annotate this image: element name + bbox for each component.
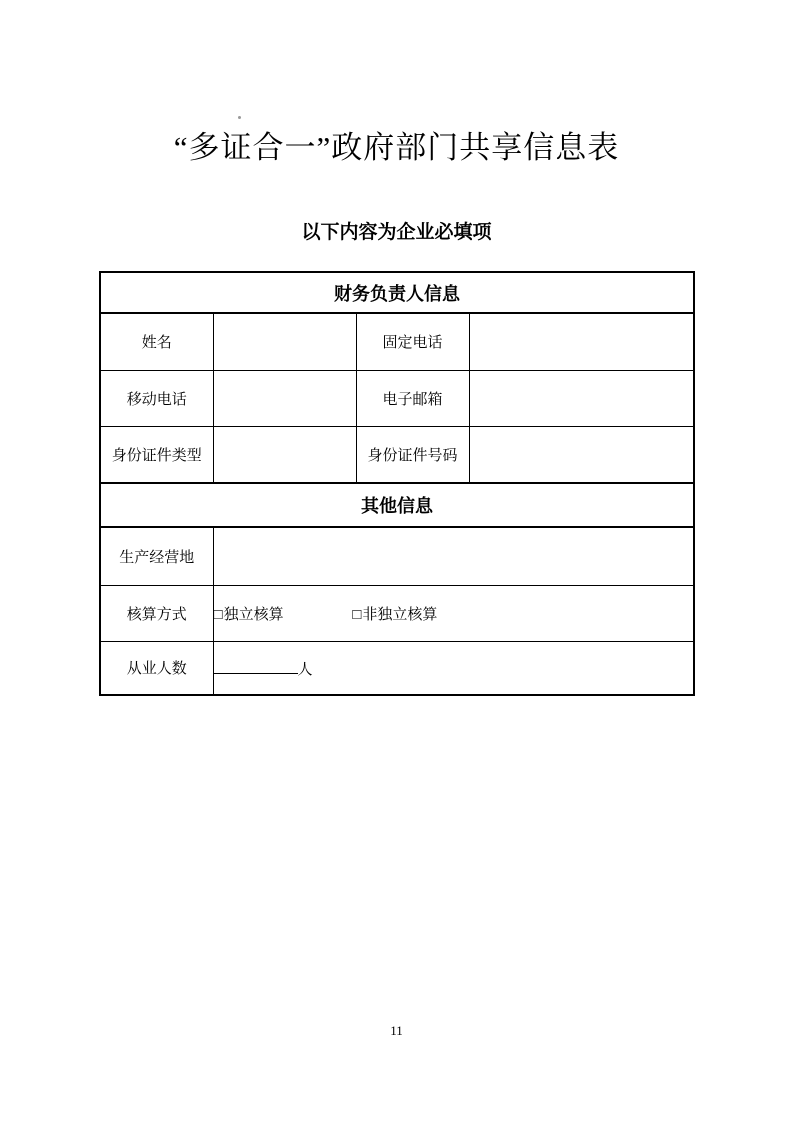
label-id-type: 身份证件类型 — [100, 426, 213, 483]
label-employee-count: 从业人数 — [100, 641, 213, 695]
label-id-number: 身份证件号码 — [356, 426, 469, 483]
value-cell-business-location — [213, 527, 694, 585]
value-cell-email — [469, 370, 694, 426]
checkbox-icon: □ — [213, 606, 223, 623]
section-title-finance-contact: 财务负责人信息 — [100, 272, 694, 313]
label-mobile-phone: 移动电话 — [100, 370, 213, 426]
section-title-other-info: 其他信息 — [100, 483, 694, 527]
value-cell-id-type — [213, 426, 356, 483]
table-row — [100, 641, 694, 695]
table-row — [100, 370, 694, 426]
table-row — [100, 426, 694, 483]
option-label: 非独立核算 — [362, 606, 438, 623]
value-cell-accounting-method — [213, 585, 694, 641]
table-row — [100, 527, 694, 585]
label-accounting-method: 核算方式 — [100, 585, 213, 641]
option-label: 独立核算 — [223, 606, 284, 623]
value-cell-employee-count — [213, 641, 694, 695]
document-subtitle: 以下内容为企业必填项 — [301, 222, 492, 243]
label-name: 姓名 — [100, 313, 213, 370]
section-header-row — [100, 272, 694, 313]
section-header-row — [100, 483, 694, 527]
option-independent-accounting — [214, 603, 284, 624]
unit-suffix: 人 — [297, 662, 313, 679]
table-row — [100, 313, 694, 370]
option-non-independent-accounting — [352, 603, 437, 624]
value-cell-id-number — [469, 426, 694, 483]
label-fixed-phone: 固定电话 — [356, 313, 469, 370]
label-email: 电子邮箱 — [356, 370, 469, 426]
scan-artifact-dot — [238, 116, 241, 119]
page-number: 11 — [390, 1023, 403, 1038]
shared-info-form-table — [99, 271, 695, 696]
label-business-location: 生产经营地 — [100, 527, 213, 585]
table-row — [100, 585, 694, 641]
value-cell-mobile-phone — [213, 370, 356, 426]
document-title: “多证合一”政府部门共享信息表 — [173, 130, 620, 165]
fill-in-blank-line — [214, 656, 298, 674]
value-cell-name — [213, 313, 356, 370]
checkbox-icon: □ — [352, 606, 362, 623]
value-cell-fixed-phone — [469, 313, 694, 370]
